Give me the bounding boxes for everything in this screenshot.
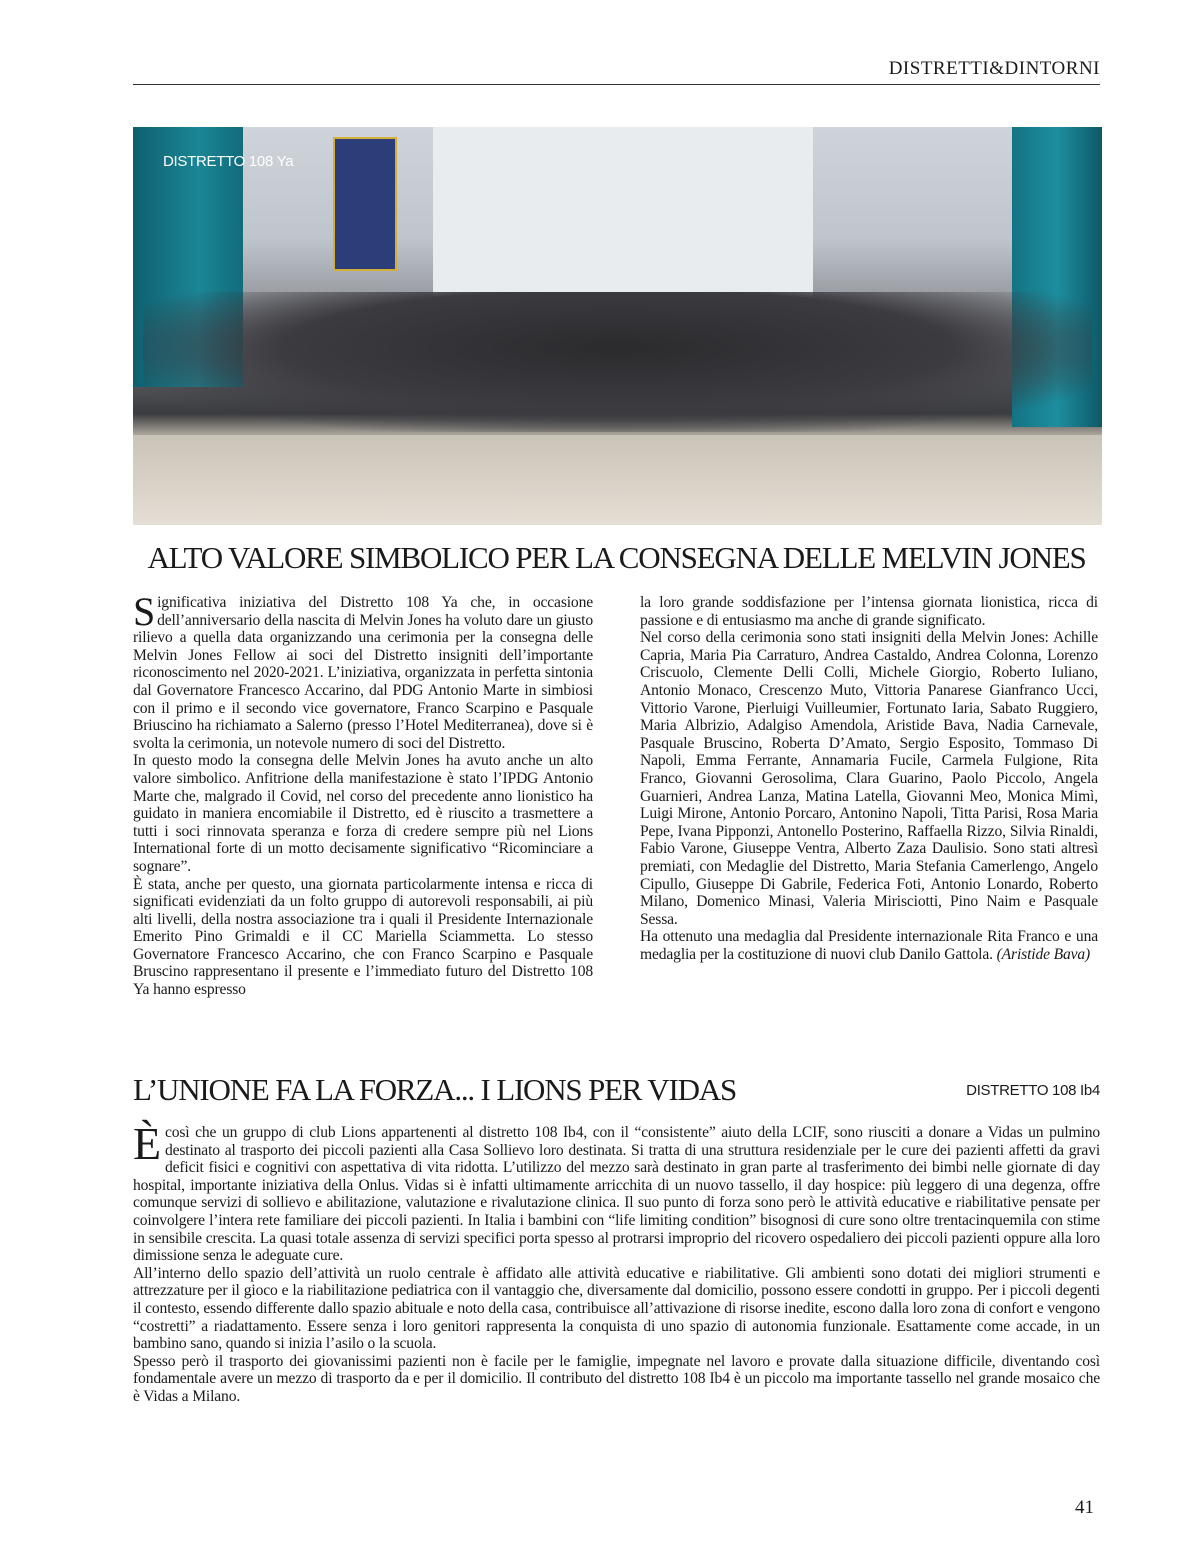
article2-title: L’UNIONE FA LA FORZA... I LIONS PER VIDAS — [133, 1072, 736, 1107]
article1-title: ALTO VALORE SIMBOLICO PER LA CONSEGNA DELLE MELVIN JONES — [147, 540, 1086, 575]
article2-district-label: DISTRETTO 108 Ib4 — [966, 1082, 1100, 1099]
photo-caption: DISTRETTO 108 Ya — [163, 153, 294, 170]
article1-dropcap: S — [133, 589, 156, 634]
article1-paragraph — [133, 589, 593, 752]
article1-paragraph: Nel corso della cerimonia sono stati insigniti della Melvin Jones: Achille Capria, Maria Pia Carraturo, Andrea Castaldo, Andrea Colonna, Lorenzo Criscuolo, Clemente Delli Colli, Michele Giorgio, Roberto Iuliano, Antonio Monaco, Crescenzo Muto, Vittoria Panarese Gianfranco Ucci, Vittorio Varone, Pierluigi Vuilleumier, Fortunato Iaria, Sabato Ruggiero, Maria Albrizio, Adalgiso Amendola, Aristide Bava, Nadia Carnevale, Pasquale Bruscino, Roberta D’Amato, Sergio Esposito, Tommaso Di Napoli, Emma Ferrante, Annamaria Fucile, Carmela Fulgione, Rita Franco, Giovanni Gerosolima, Clara Guarino, Paolo Piccolo, Angela Guarnieri, Andrea Lanza, Matina Latella, Giovanni Meo, Monica Mimì, Luigi Mirone, Antonio Porcaro, Antonino Napoli, Titta Parisi, Rosa Maria Pepe, Ivana Pipponzi, Antonello Posterino, Raffaella Rizzo, Silvia Rinaldi, Fabio Varone, Giuseppe Ventra, Alberto Zaza Daulisio. Sono stati altresì premiati, con Medaglie del Distretto, Maria Stefania Camerlengo, Angelo Cipullo, Giuseppe Di Gabrile, Federica Foti, Antonio Lonardo, Roberto Milano, Domenico Minasi, Valeria Mirisciotti, Pino Naim e Pasquale Sessa. — [640, 629, 1098, 928]
projection-screen — [433, 127, 813, 297]
group-of-people — [143, 292, 1092, 432]
article1-paragraph: È stata, anche per questo, una giornata particolarmente intensa e ricca di significati evidenziati da un folto gruppo di autorevoli responsabili, ai più alti livelli, della nostra associazione tra i quali il Presidente Internazionale Emerito Pino Grimaldi e il CC Mariella Sciammetta. Lo stesso Governatore Francesco Accarino, che con Franco Scarpino e Pasquale Bruscino rappresentano il presente e l’immediato futuro del Distretto 108 Ya hanno espresso — [133, 875, 593, 999]
page-number: 41 — [1075, 1497, 1094, 1518]
article2-paragraph: Spesso però il trasporto dei giovanissimi pazienti non è facile per le famiglie, impegnate nel lavoro e provate dalla situazione difficile, diventando così fondamentale avere un mezzo di trasporto da e per il domicilio. Il contributo del distretto 108 Ib4 è un piccolo ma importante tassello nel grande mosaico che è Vidas a Milano. — [133, 1352, 1100, 1405]
lions-banner — [333, 137, 397, 271]
article1-column-right — [640, 594, 1098, 963]
page-header — [133, 56, 1100, 85]
floor-with-chairs — [133, 435, 1102, 525]
article1-byline: (Aristide Bava) — [996, 945, 1091, 963]
article1-paragraph: la loro grande soddisfazione per l’intensa giornata lionistica, ricca di passione e di entusiasmo ma anche di grande significato. — [640, 594, 1098, 629]
article2-body — [133, 1118, 1100, 1406]
article2-paragraph — [133, 1118, 1100, 1265]
article2-paragraph: All’interno dello spazio dell’attività un ruolo centrale è affidato alle attività educative e riabilitative. Gli ambienti sono dotati dei migliori strumenti e attrezzature per il gioco e la riabilitazione pediatrica con il vantaggio che, diversamente dal domicilio, possono essere condotti in gruppo. Per i piccoli degenti il contesto, essendo differente dallo spazio abituale e noto della casa, contribuisce all’attivazione di risorse inedite, escono dalla loro zona di confort e vengono “costretti” a riadattamento. Essere senza i loro genitori rappresenta la conquista di uno spazio di autonomia funzionale. Esattamente come accade, in un bambino sano, quando si inizia l’asilo o la scuola. — [133, 1264, 1100, 1353]
group-photo — [133, 127, 1102, 525]
article1-text: ignificativa iniziativa del Distretto 108 Ya che, in occasione dell’anniversario della nascita di Melvin Jones ha voluto dare un giusto rilievo a quella data organizzando una cerimonia per la consegna delle Melvin Jones Fellow ai soci del Distretto insigniti dell’importante riconoscimento nel 2020-2021. L’iniziativa, organizzata in perfetta sintonia dal Governatore Francesco Accarino, dal PDG Antonio Marte in simbiosi con il primo e il secondo vice governatore, Franco Scarpino e Pasquale Briuscino ha richiamato a Salerno (presso l’Hotel Mediterranea), dove si è svolta la cerimonia, un notevole numero di soci del Distretto. — [133, 594, 593, 752]
article1-text: Ha ottenuto una medaglia dal Presidente internazionale Rita Franco e una medaglia per la costituzione di nuovi club Danilo Gattola. — [640, 928, 1098, 963]
article1-paragraph: In questo modo la consegna delle Melvin Jones ha avuto anche un alto valore simbolico. Anfitrione della manifestazione è stato l’IPDG Antonio Marte che, malgrado il Covid, nel corso del precedente anno lionistico ha guidato in maniera encomiabile il Distretto, ed è riuscito a trasmettere a tutti i soci rinnovata speranza e forza di credere sempre più nel Lions International forte di un motto decisamente significativo “Ricominciare a sognare”. — [133, 752, 593, 875]
article1-column-left — [133, 589, 593, 999]
article1-paragraph — [640, 928, 1098, 963]
article2-dropcap: È — [133, 1118, 161, 1169]
section-label: DISTRETTI&DINTORNI — [888, 58, 1100, 79]
article2-text: così che un gruppo di club Lions appartenenti al distretto 108 Ib4, con il “consistente” aiuto della LCIF, sono riusciti a donare a Vidas un pulmino destinato al trasporto dei piccoli pazienti alla Casa Sollievo loro destinata. Si tratta di una struttura residenziale per le cure dei pazienti affetti da gravi deficit fisici e cognitivi con aspettativa di vita ridotta. L’utilizzo del mezzo sarà destinato in gran parte al trasferimento dei bimbi nelle giornate di day hospital, importante iniziativa della Onlus. Vidas si è infatti ultimamente arricchita di un nuovo tassello, il day hospice: più leggero di una degenza, offre comunque servizi di sollievo e abilitazione, valutazione e rivalutazione clinica. Il suo punto di forza sono però le attività educative e riabilitative pensate per coinvolgere l’intera rete familiare dei piccoli pazienti. In Italia i bambini con “life limiting condition” bisognosi di cure sono oltre trentacinquemila con stime in sensibile crescita. La quasi totale assenza di servizi specifici porta spesso al protrarsi improprio del ricovero ospedaliero dei piccoli pazienti oppure alla loro dimissione senza le adeguate cure. — [133, 1124, 1100, 1265]
